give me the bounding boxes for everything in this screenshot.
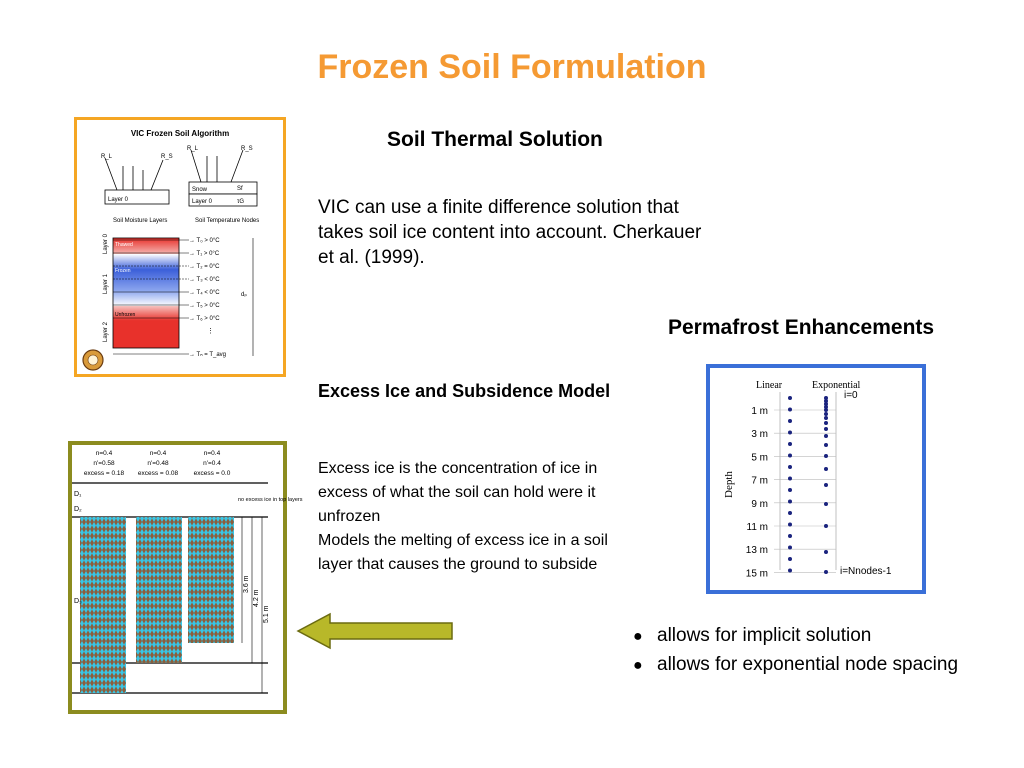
d1-label: D₁ [74,491,82,498]
exponential-node-dot [824,502,828,506]
excess-ice-body [318,457,630,577]
exponential-node-dot [824,524,828,528]
column-header-text: excess = 0.18 [83,470,125,477]
node-ellipsis: ⋮ [207,328,214,335]
d3-label: D₃ [74,598,82,605]
exponential-node-dot [824,454,828,458]
depth-42-label: 4.2 m [253,589,260,607]
linear-node-dot [788,419,792,423]
exponential-node-dot [824,416,828,420]
node-label: → T₁ > 0°C [189,251,220,257]
exponential-node-dot [824,550,828,554]
page-title: Frozen Soil Formulation [317,48,707,86]
depth-tick-label: 11 m [746,522,768,533]
rl-label-left: R_L [101,154,113,160]
excess-ice-heading: Excess Ice and Subsidence Model [318,381,611,401]
exponential-node-dot [824,570,828,574]
column-3-soil [188,517,234,643]
rl-label-right: R_L [187,146,199,152]
column-header-text: excess = 0.0 [193,470,231,477]
linear-node-dot [788,408,792,412]
node-label: → T₄ < 0°C [189,290,220,296]
soil-thermal-body: VIC can use a finite difference solution that takes soil ice content into account. Cherkauer et al. (1999). [318,197,702,268]
excess-ice-model-description: Models the melting of excess ice in a soil layer that causes the ground to subside [318,532,608,573]
linear-node-dot [788,557,792,561]
exponential-node-dot [824,408,828,412]
linear-node-dot [788,511,792,515]
exponential-node-dot [824,421,828,425]
linear-node-dot [788,534,792,538]
linear-node-dot [788,500,792,504]
depth-tick-label: 5 m [751,452,768,464]
temp-header: Soil Temperature Nodes [195,218,260,224]
bullet-text: allows for implicit solution [657,625,872,646]
column-2-soil [136,517,182,663]
depth-36-label: 3.6 m [243,575,250,593]
node-label: → T₂ = 0°C [189,264,220,270]
linear-node-dot [788,454,792,458]
depth-tick-label: 9 m [751,498,768,510]
frozen-zone [113,254,179,306]
left-arrow-icon [296,612,456,650]
linear-node-dot [788,488,792,492]
bullet-dot-icon: ● [633,657,643,674]
no-excess-note: no excess ice in top layers [238,497,303,503]
depth-tick-label: 3 m [751,429,768,441]
unfrozen-label: Unfrozen [115,312,136,318]
frozen-label: Frozen [115,268,131,274]
inodes-label: i=Nnodes-1 [840,566,892,577]
exponential-node-dot [824,427,828,431]
bullet-text: allows for exponential node spacing [657,654,959,675]
column-header-text: n'=0.58 [93,460,115,467]
linear-node-dot [788,569,792,573]
sf-label: Sf [237,186,243,192]
depth-axis-label: Depth [723,471,735,498]
bullet-item [633,622,958,651]
node-label: → T₅ > 0°C [189,303,220,309]
column-header-text: n=0.4 [95,450,113,457]
linear-node-dot [788,442,792,446]
node-spacing-figure [706,364,926,594]
depth-tick-label: 1 m [751,406,768,417]
permafrost-heading: Permafrost Enhancements [668,316,935,339]
exponential-node-dot [824,434,828,438]
rl-arrow-left [105,158,117,190]
depth-tick-label: 13 m [745,545,768,557]
rs-arrow-left [151,160,163,190]
bullet-item [633,651,958,680]
node-label: → T₆ > 0°C [189,316,220,322]
exponential-node-dot [824,412,828,416]
depth-51-label: 5.1 m [263,605,270,623]
column-1-soil [80,517,126,693]
linear-node-dot [788,396,792,400]
dp-label: dₚ [241,292,247,298]
column-header-text: n=0.4 [149,450,167,457]
exponential-node-dot [824,443,828,447]
layer1-side-label: Layer 1 [103,273,109,294]
depth-tick-label: 7 m [751,475,768,487]
excess-ice-definition: Excess ice is the concentration of ice in excess of what the soil can hold were it unfrozen [318,460,598,525]
tg-label: τG [237,199,245,205]
linear-node-dot [788,465,792,469]
node-dots [788,396,828,574]
rs-arrow-right [231,150,243,182]
rs-label-left: R_S [161,154,173,160]
column-header-text: n'=0.4 [203,460,221,467]
layer0-side-label: Layer 0 [103,233,109,254]
exponential-node-dot [824,467,828,471]
d2-label: D₂ [74,506,82,513]
seal-inner [88,355,98,365]
linear-node-dot [788,523,792,527]
layer0-label-right: Layer 0 [192,199,213,205]
linear-node-dot [788,546,792,550]
bullet-dot-icon: ● [633,628,643,645]
linear-node-dot [788,431,792,435]
column-header-text: n'=0.48 [147,460,169,467]
layer0-label-left: Layer 0 [108,197,129,203]
thawed-label: Thawed [115,242,133,248]
i0-label: i=0 [844,390,858,401]
depth-tick-label: 15 m [745,568,768,580]
linear-node-dot [788,477,792,481]
exponential-label: Exponential [812,380,861,391]
rs-label-right: R_S [241,146,253,152]
permafrost-bullets [633,622,958,680]
vic-frozen-soil-figure [74,117,286,377]
exponential-node-dot [824,483,828,487]
column-header-text: n=0.4 [203,450,221,457]
linear-label: Linear [756,380,783,391]
snow-label: Snow [192,187,208,193]
layer2-side-label: Layer 2 [103,321,109,342]
fig-vic-title: VIC Frozen Soil Algorithm [130,129,230,138]
moisture-header: Soil Moisture Layers [113,218,168,224]
soil-thermal-heading: Soil Thermal Solution [387,128,603,151]
node-label: → Tₙ = T_avg [189,352,227,358]
column-headers [84,450,231,477]
node-label: → T₀ > 0°C [189,238,220,244]
rl-arrow-right [191,150,201,182]
node-label: → T₃ < 0°C [189,277,220,283]
excess-ice-figure [68,441,303,714]
column-header-text: excess = 0.08 [137,470,179,477]
